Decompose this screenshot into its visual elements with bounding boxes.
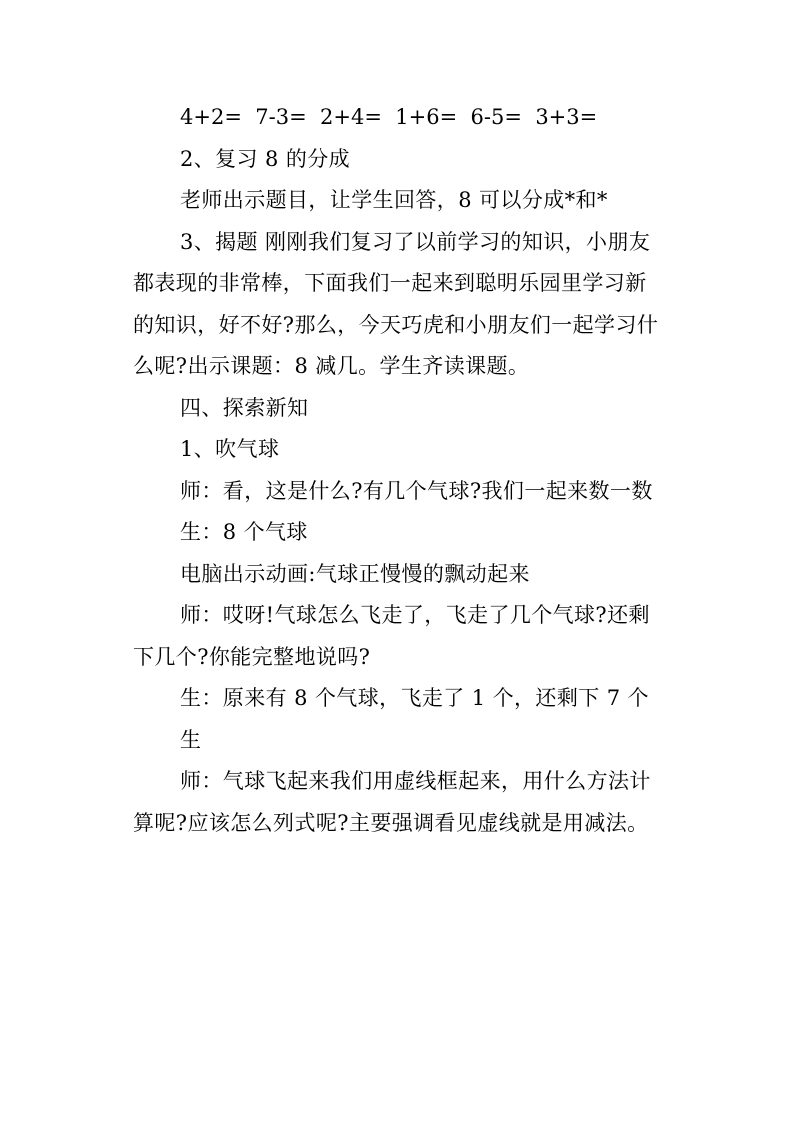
step-review-heading: 2、复习 8 的分成 <box>180 146 351 171</box>
animation-note: 电脑出示动画:气球正慢慢的飘动起来 <box>180 561 530 586</box>
section-heading-explore: 四、探索新知 <box>180 395 309 420</box>
student-dialogue-3: 生 <box>180 727 202 752</box>
step-balloon-heading: 1、吹气球 <box>180 437 280 461</box>
reveal-topic-paragraph: 3、揭题 刚刚我们复习了以前学习的知识，小朋友都表现的非常棒，下面我们一起来到聪明乐园里学习新的知识，好不好?那么，今天巧虎和小朋友们一起学习什么呢?出示课题：8 减几。学生齐读课题。 <box>133 229 659 378</box>
teacher-dialogue-2: 师：哎呀!气球怎么飞走了，飞走了几个气球?还剩下几个?你能完整地说吗? <box>133 603 650 669</box>
teacher-dialogue-1: 师：看，这是什么?有几个气球?我们一起来数一数 <box>180 478 653 503</box>
student-dialogue-1: 生：8 个气球 <box>180 520 308 544</box>
arithmetic-exercises: 4+2= 7-3= 2+4= 1+6= 6-5= 3+3= <box>180 105 598 129</box>
student-dialogue-2: 生：原来有 8 个气球，飞走了 1 个，还剩下 7 个 <box>180 686 649 710</box>
document-body <box>133 97 663 844</box>
teacher-dialogue-3: 师：气球飞起来我们用虚线框起来，用什么方法计算呢?应该怎么列式呢?主要强调看见虚线就是用减法。 <box>133 769 651 835</box>
teacher-question-paragraph: 老师出示题目，让学生回答，8 可以分成*和* <box>180 188 608 212</box>
